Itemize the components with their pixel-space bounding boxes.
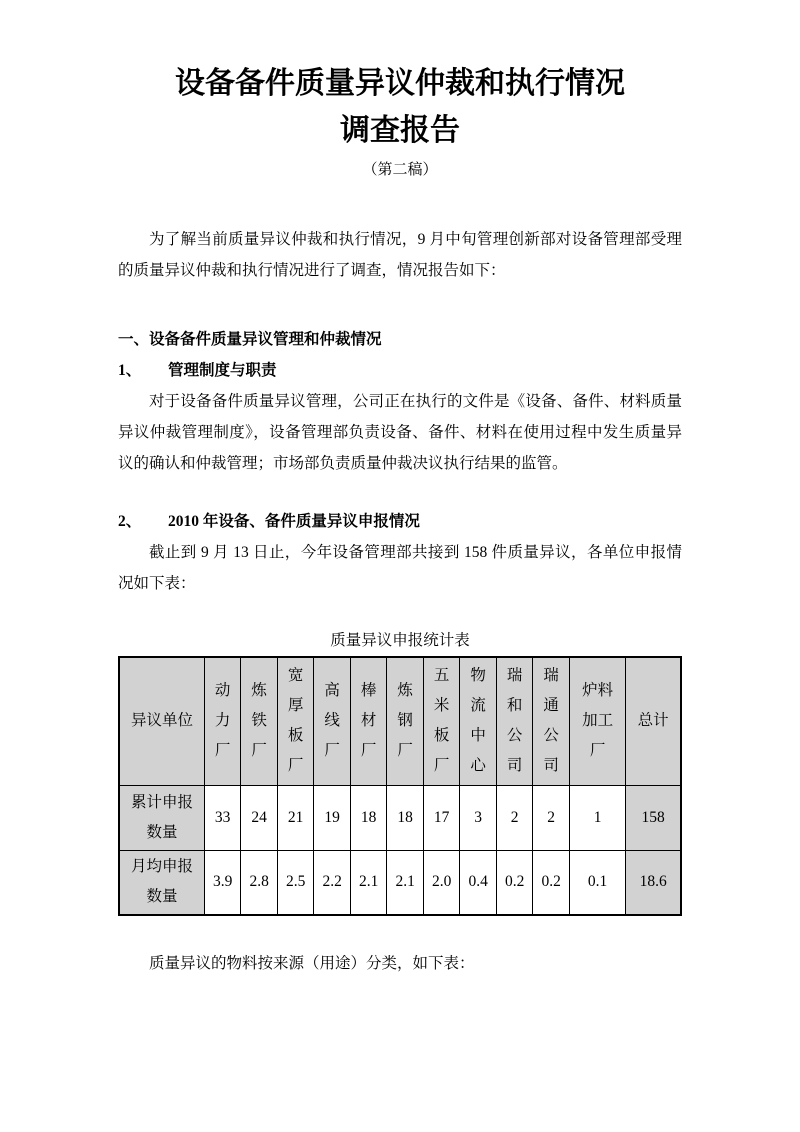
closing-paragraph: 质量异议的物料按来源（用途）分类，如下表： (149, 955, 475, 972)
value-cell: 1 (569, 785, 625, 850)
value-cell: 2.5 (277, 850, 314, 915)
total-value-cell: 158 (626, 785, 681, 850)
value-cell: 3 (460, 785, 497, 850)
subsection-2-paragraph: 截止到 9 月 13 日止，今年设备管理部共接到 158 件质量异议，各单位申报情况如下表： (118, 544, 682, 592)
value-cell: 33 (204, 785, 241, 850)
value-cell: 21 (277, 785, 314, 850)
subsection-2-title: 2010 年设备、备件质量异议申报情况 (168, 513, 420, 530)
total-header-cell (626, 657, 681, 785)
unit-header-label: 瑞和公司 (506, 667, 523, 775)
value-cell: 0.2 (496, 850, 533, 915)
unit-header-label: 瑞通公司 (543, 667, 559, 775)
unit-header-cell (387, 657, 424, 785)
unit-header-cell (241, 657, 278, 785)
unit-header-label: 宽厚板厂 (287, 667, 304, 775)
corner-cell-label: 异议单位 (130, 712, 193, 730)
unit-header-cell (496, 657, 533, 785)
value-cell: 2 (533, 785, 570, 850)
value-cell: 18 (387, 785, 424, 850)
table-data-row (119, 850, 681, 915)
subsection-1-heading (118, 355, 682, 386)
value-cell: 2.8 (241, 850, 278, 915)
table-data-row (119, 785, 681, 850)
subsection-1-title: 管理制度与职责 (168, 362, 277, 379)
value-cell: 0.4 (460, 850, 497, 915)
report-table (118, 656, 682, 916)
unit-header-label: 五米板厂 (433, 667, 450, 775)
document-title (118, 60, 682, 154)
unit-header-label: 高线厂 (324, 682, 340, 760)
total-value-cell: 18.6 (626, 850, 681, 915)
value-cell: 24 (241, 785, 278, 850)
value-cell: 19 (314, 785, 351, 850)
subsection-1-paragraph: 对于设备备件质量异议管理，公司正在执行的文件是《设备、备件、材料质量异议仲裁管理制度》，设备管理部负责设备、备件、材料在使用过程中发生质量异议的确认和仲裁管理；市场部负责质量仲裁决议执行结果的监管。 (118, 393, 682, 472)
value-cell: 18 (350, 785, 387, 850)
value-cell: 0.1 (569, 850, 625, 915)
value-cell: 2 (496, 785, 533, 850)
table-header-row (119, 657, 681, 785)
intro-paragraph: 为了解当前质量异议仲裁和执行情况，9 月中旬管理创新部对设备管理部受理的质量异议仲裁和执行情况进行了调查，情况报告如下： (118, 231, 682, 279)
value-cell: 2.2 (314, 850, 351, 915)
value-cell: 17 (423, 785, 460, 850)
unit-header-cell (350, 657, 387, 785)
unit-header-cell (204, 657, 241, 785)
value-cell: 0.2 (533, 850, 570, 915)
unit-header-label: 炼钢厂 (397, 682, 413, 760)
row-label: 月均申报数量 (130, 858, 193, 906)
unit-header-cell (423, 657, 460, 785)
total-header-label: 总计 (637, 712, 669, 730)
row-label: 累计申报数量 (130, 793, 193, 841)
unit-header-label: 动力厂 (214, 682, 231, 760)
unit-header-label: 炉料加工厂 (582, 682, 614, 760)
subsection-1-number: 1、 (118, 362, 142, 379)
unit-header-cell (460, 657, 497, 785)
value-cell: 2.0 (423, 850, 460, 915)
section-1-heading: 一、设备备件质量异议管理和仲裁情况 (118, 331, 382, 348)
corner-cell (119, 657, 204, 785)
unit-header-cell (277, 657, 314, 785)
value-cell: 2.1 (350, 850, 387, 915)
document-title-line1: 设备备件质量异议仲裁和执行情况 (175, 67, 625, 100)
row-label-cell (119, 785, 204, 850)
unit-header-cell (533, 657, 570, 785)
row-label-cell (119, 850, 204, 915)
unit-header-label: 物流中心 (470, 667, 486, 775)
unit-header-cell (314, 657, 351, 785)
document-title-line2: 调查报告 (340, 114, 460, 147)
unit-header-cell (569, 657, 625, 785)
table-caption: 质量异议申报统计表 (330, 632, 470, 649)
unit-header-label: 棒材厂 (360, 682, 377, 760)
subsection-2-heading (118, 506, 682, 537)
value-cell: 3.9 (204, 850, 241, 915)
subsection-2-number: 2、 (118, 513, 142, 530)
document-subtitle: （第二稿） (362, 162, 438, 178)
value-cell: 2.1 (387, 850, 424, 915)
unit-header-label: 炼铁厂 (251, 682, 267, 760)
